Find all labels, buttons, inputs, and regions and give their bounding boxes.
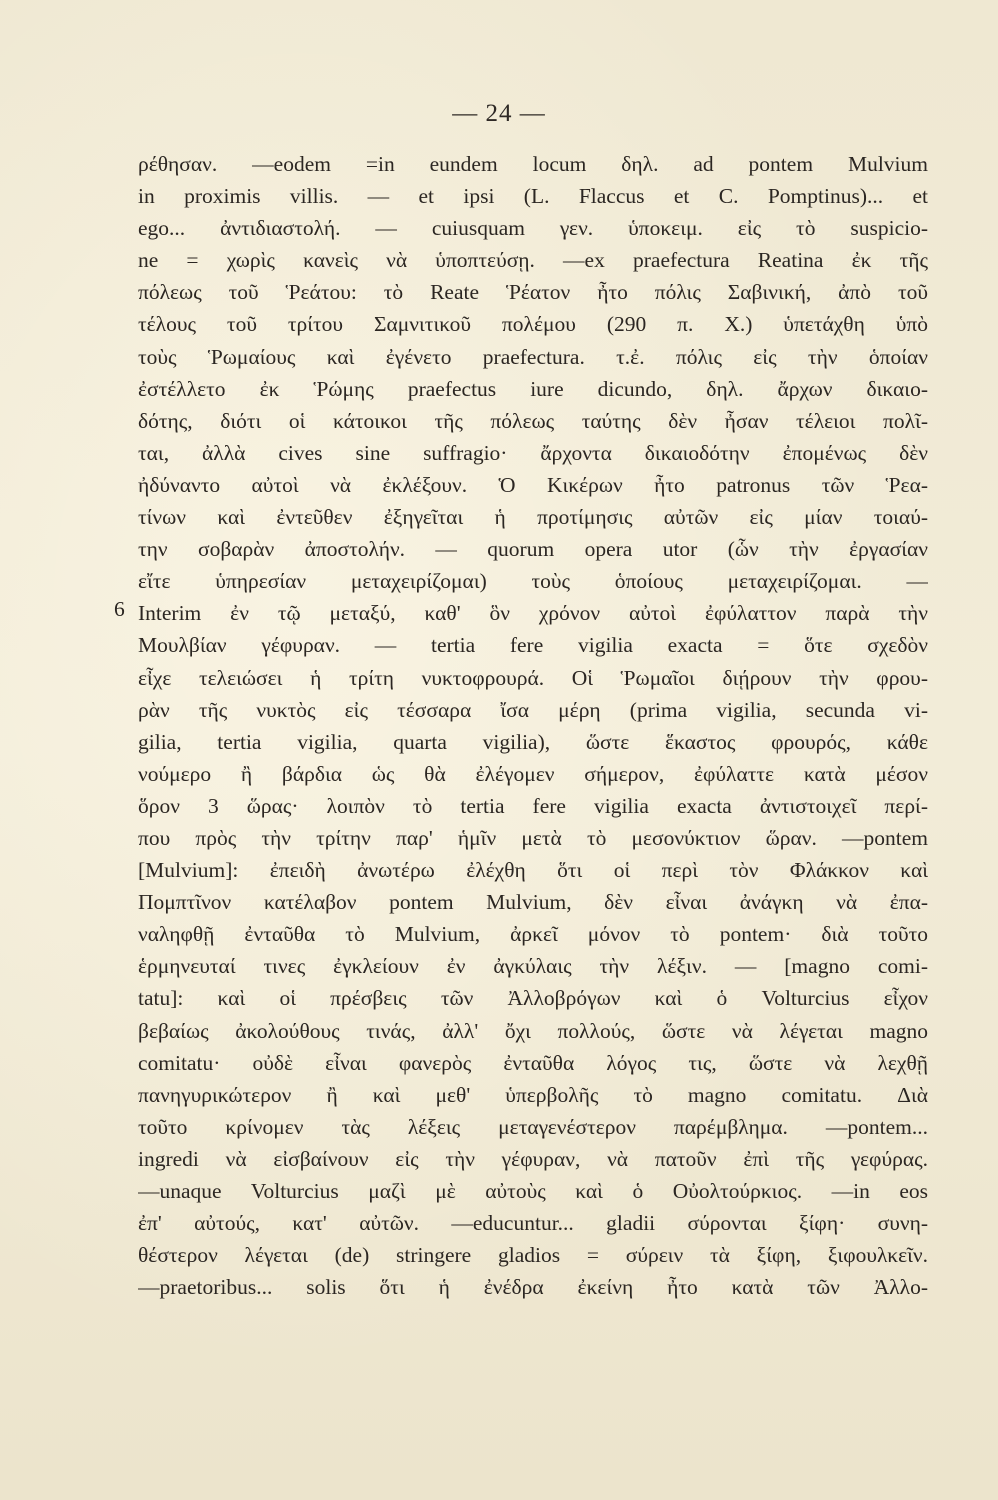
- text-line: δότης, διότι οἱ κάτοικοι τῆς πόλεως ταύτης δὲν ἦσαν τέλειοι πολῖ-: [138, 408, 928, 433]
- text-line: τέλους τοῦ τρίτου Σαμνιτικοῦ πολέμου (290 π. Χ.) ὑπετάχθη ὑπὸ: [138, 312, 928, 337]
- text-line: την σοβαρὰν ἀποστολήν. — quorum opera utor (ὧν τὴν ἐργασίαν: [138, 537, 928, 562]
- text-line: in proximis villis. — et ipsi (L. Flaccus et C. Pomptinus)... et: [138, 184, 928, 209]
- text-line: νούμερο ἢ βάρδια ὡς θὰ ἐλέγομεν σήμερον, ἐφύλαττε κατὰ μέσον: [138, 761, 928, 786]
- text-line: —praetoribus... solis ὅτι ἡ ἐνέδρα ἐκείνη ἦτο κατὰ τῶν Ἀλλο-: [138, 1275, 928, 1300]
- text-line: ναληφθῇ ἐνταῦθα τὸ Mulvium, ἀρκεῖ μόνον τὸ pontem· διὰ τοῦτο: [138, 922, 928, 947]
- page-number: — 24 —: [452, 100, 546, 127]
- text-line: ἑρμηνευταί τινες ἐγκλείουν ἐν ἀγκύλαις τὴν λέξιν. — [magno comi-: [138, 954, 928, 979]
- text-line: ρὰν τῆς νυκτὸς εἰς τέσσαρα ἴσα μέρη (prima vigilia, secunda vi-: [138, 697, 928, 722]
- text-line: —unaque Volturcius μαζὶ μὲ αὐτοὺς καὶ ὁ Οὐολτούρκιος. —in eos: [138, 1179, 928, 1203]
- text-line: ingredi νὰ εἰσβαίνουν εἰς τὴν γέφυραν, νὰ πατοῦν ἐπὶ τῆς γεφύρας.: [138, 1146, 928, 1171]
- text-line: τοῦτο κρίνομεν τὰς λέξεις μεταγενέστερον παρέμβλημα. —pontem...: [138, 1114, 928, 1139]
- text-line: tatu]: καὶ οἱ πρέσβεις τῶν Ἀλλοβρόγων καὶ ὁ Volturcius εἶχον: [138, 986, 928, 1011]
- text-line: πόλεως τοῦ Ῥεάτου: τὸ Reate Ῥέατον ἦτο πόλις Σαβινική, ἀπὸ τοῦ: [138, 280, 928, 305]
- marked-line: [114, 597, 928, 629]
- text-line: τοὺς Ῥωμαίους καὶ ἐγένετο praefectura. τ.ἐ. πόλις εἰς τὴν ὁποίαν: [138, 344, 928, 369]
- text-line: τίνων καὶ ἐντεῦθεν ἐξηγεῖται ἡ προτίμησις αὐτῶν εἰς μίαν τοιαύ-: [138, 505, 928, 530]
- text-line: gilia, tertia vigilia, quarta vigilia), ὥστε ἕκαστος φρουρός, κάθε: [138, 729, 928, 754]
- text-line: [Mulvium]: ἐπειδὴ ἀνωτέρω ἐλέχθη ὅτι οἱ περὶ τὸν Φλάκκον καὶ: [138, 858, 928, 883]
- text-line: θέστερον λέγεται (de) stringere gladios = σύρειν τὰ ξίφη, ξιφουλκεῖν.: [138, 1243, 928, 1268]
- text-line: εἶχε τελειώσει ἡ τρίτη νυκτοφρουρά. Οἱ Ῥωμαῖοι διῄρουν τὴν φρου-: [138, 665, 928, 690]
- text-line: ἐπ' αὐτούς, κατ' αὐτῶν. —educuntur... gladii σύρονται ξίφη· συνη-: [138, 1211, 928, 1236]
- commentary-text: [114, 148, 928, 1303]
- text-line: εἴτε ὑπηρεσίαν μεταχειρίζομαι) τοὺς ὁποίους μεταχειρίζομαι. —: [138, 569, 928, 594]
- text-line: βεβαίως ἀκολούθους τινάς, ἀλλ' ὄχι πολλούς, ὥστε νὰ λέγεται magno: [138, 1018, 928, 1043]
- text-line: Πομπτῖνον κατέλαβον pontem Mulvium, δὲν εἶναι ἀνάγκη νὰ ἐπα-: [138, 890, 928, 915]
- text-line: πανηγυρικώτερον ἢ καὶ μεθ' ὑπερβολῆς τὸ magno comitatu. Διὰ: [138, 1082, 928, 1107]
- text-line: Interim ἐν τῷ μεταξύ, καθ' ὃν χρόνον αὐτοὶ ἐφύλαττον παρὰ τὴν: [138, 601, 928, 626]
- text-line: Μουλβίαν γέφυραν. — tertia fere vigilia exacta = ὅτε σχεδὸν: [138, 633, 928, 658]
- text-line: ὅρον 3 ὥρας· λοιπὸν τὸ tertia fere vigilia exacta ἀντιστοιχεῖ περί-: [138, 793, 928, 818]
- text-line: ται, ἀλλὰ cives sine suffragio· ἄρχοντα δικαιοδότην ἐπομένως δὲν: [138, 440, 928, 465]
- margin-section-number: 6: [114, 597, 125, 622]
- text-line: ρέθησαν. —eodem =in eundem locum δηλ. ad pontem Mulvium: [138, 152, 928, 176]
- text-line: ne = χωρὶς κανεὶς νὰ ὑποπτεύσῃ. —ex praefectura Reatina ἐκ τῆς: [138, 248, 928, 273]
- text-line: ἠδύναντο αὐτοὶ νὰ ἐκλέξουν. Ὁ Κικέρων ἦτο patronus τῶν Ῥεα-: [138, 472, 928, 497]
- text-line: comitatu· οὐδὲ εἶναι φανερὸς ἐνταῦθα λόγος τις, ὥστε νὰ λεχθῇ: [138, 1050, 928, 1075]
- text-line: ἐστέλλετο ἐκ Ῥώμης praefectus iure dicundo, δηλ. ἄρχων δικαιο-: [138, 376, 928, 401]
- text-line: ego... ἀντιδιαστολή. — cuiusquam γεν. ὑποκειμ. εἰς τὸ suspicio-: [138, 216, 928, 241]
- text-line: που πρὸς τὴν τρίτην παρ' ἡμῖν μετὰ τὸ μεσονύκτιον ὥραν. —pontem: [138, 825, 928, 850]
